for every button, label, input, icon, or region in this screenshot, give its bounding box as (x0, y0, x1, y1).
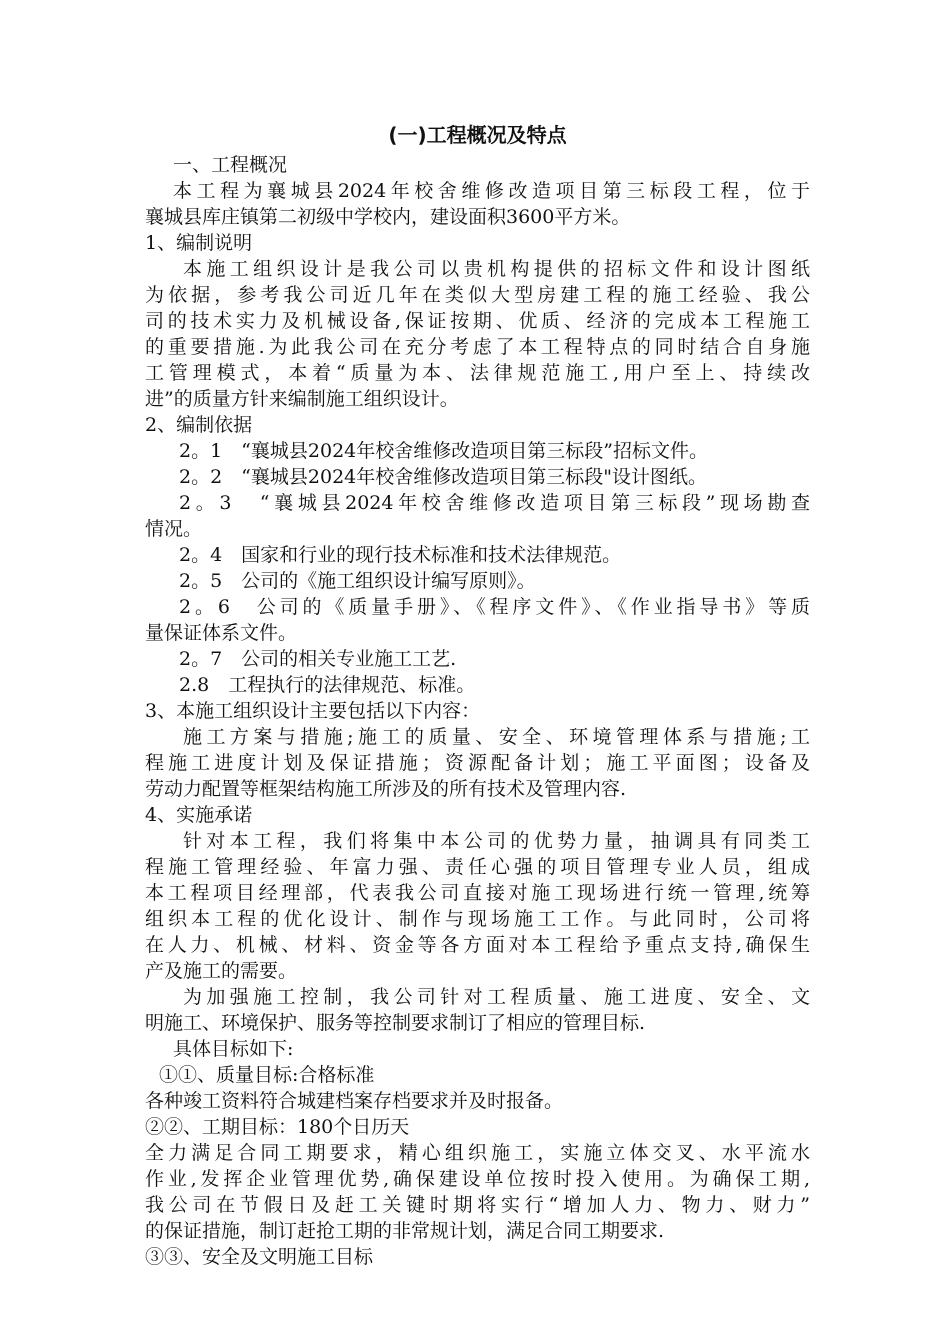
text-line: 针对本工程，我们将集中本公司的优势力量，抽调具有同类工 (183, 830, 810, 852)
text-line: 2。1 “襄城县2024年校舍维修改造项目第三标段”招标文件。 (179, 440, 708, 462)
text-line: 各种竣工资料符合城建档案存档要求并及时报备。 (145, 1090, 564, 1112)
text-line: 作业,发挥企业管理优势,确保建设单位按时投入使用。为确保工期, (145, 1168, 810, 1190)
text-line: 我公司在节假日及赶工关键时期将实行“增加人力、物力、财力” (145, 1194, 810, 1216)
document-title: (一)工程概况及特点 (388, 123, 567, 147)
text-line: 全力满足合同工期要求，精心组织施工，实施立体交叉、水平流水 (145, 1142, 810, 1164)
document-lines (145, 152, 810, 1270)
text-line: ①①、质量目标:合格标准 (159, 1064, 375, 1086)
text-line: 4、实施承诺 (145, 804, 253, 826)
text-line: 2。7 公司的相关专业施工工艺. (179, 648, 457, 670)
text-line: 程施工管理经验、年富力强、责任心强的项目管理专业人员，组成 (145, 856, 810, 878)
text-line: 工管理模式，本着“质量为本、法律规范施工,用户至上、持续改 (145, 362, 810, 384)
text-line: 在人力、机械、材料、资金等各方面对本工程给予重点支持,确保生 (145, 934, 810, 956)
text-line: 2。5 公司的《施工组织设计编写原则》。 (179, 570, 536, 592)
text-line: ②②、工期目标：180个日历天 (145, 1116, 410, 1138)
text-line: 2。6 公司的《质量手册》、《程序文件》、《作业指导书》等质 (179, 596, 810, 618)
text-line: 进”的质量方针来编制施工组织设计。 (145, 388, 459, 410)
text-line: 本工程项目经理部，代表我公司直接对施工现场进行统一管理,统筹 (145, 882, 810, 904)
text-line: 为依据，参考我公司近几年在类似大型房建工程的施工经验、我公 (145, 284, 810, 306)
text-line: 量保证体系文件。 (145, 622, 298, 644)
text-line: 司的技术实力及机械设备,保证按期、优质、经济的完成本工程施工 (145, 310, 810, 332)
text-line: 2。3 “襄城县2024年校舍维修改造项目第三标段”现场勘查 (179, 492, 810, 514)
text-line: 组织本工程的优化设计、制作与现场施工工作。与此同时，公司将 (145, 908, 810, 930)
text-line: ③③、安全及文明施工目标 (145, 1246, 374, 1268)
text-line: 2.8 工程执行的法律规范、标准。 (179, 674, 476, 696)
text-line: 明施工、环境保护、服务等控制要求制订了相应的管理目标. (145, 1012, 646, 1034)
text-line: 一、工程概况 (173, 154, 288, 176)
text-line: 2。4 国家和行业的现行技术标准和技术法律规范。 (179, 544, 622, 566)
text-line: 2、编制依据 (145, 414, 253, 436)
text-line: 本施工组织设计是我公司以贵机构提供的招标文件和设计图纸 (183, 258, 810, 280)
text-line: 2。2 “襄城县2024年校舍维修改造项目第三标段"设计图纸。 (179, 466, 707, 488)
text-line: 的保证措施，制订赶抢工期的非常规计划，满足合同工期要求. (145, 1220, 665, 1242)
text-line: 劳动力配置等框架结构施工所涉及的所有技术及管理内容. (145, 778, 627, 800)
text-line: 襄城县库庄镇第二初级中学校内，建设面积3600平方米。 (145, 206, 631, 228)
text-line: 具体目标如下: (173, 1038, 294, 1060)
text-line: 产及施工的需要。 (145, 960, 298, 982)
text-line: 情况。 (145, 518, 203, 540)
text-line: 1、编制说明 (145, 232, 253, 254)
text-line: 本工程为襄城县2024年校舍维修改造项目第三标段工程，位于 (173, 180, 810, 202)
document-body (145, 120, 810, 1270)
text-line: 3、本施工组织设计主要包括以下内容： (145, 700, 481, 722)
text-line: 的重要措施.为此我公司在充分考虑了本工程特点的同时结合自身施 (145, 336, 810, 358)
text-line: 为加强施工控制，我公司针对工程质量、施工进度、安全、文 (183, 986, 810, 1008)
text-line: 施工方案与措施;施工的质量、安全、环境管理体系与措施;工 (183, 726, 810, 748)
text-line: 程施工进度计划及保证措施；资源配备计划；施工平面图；设备及 (145, 752, 810, 774)
